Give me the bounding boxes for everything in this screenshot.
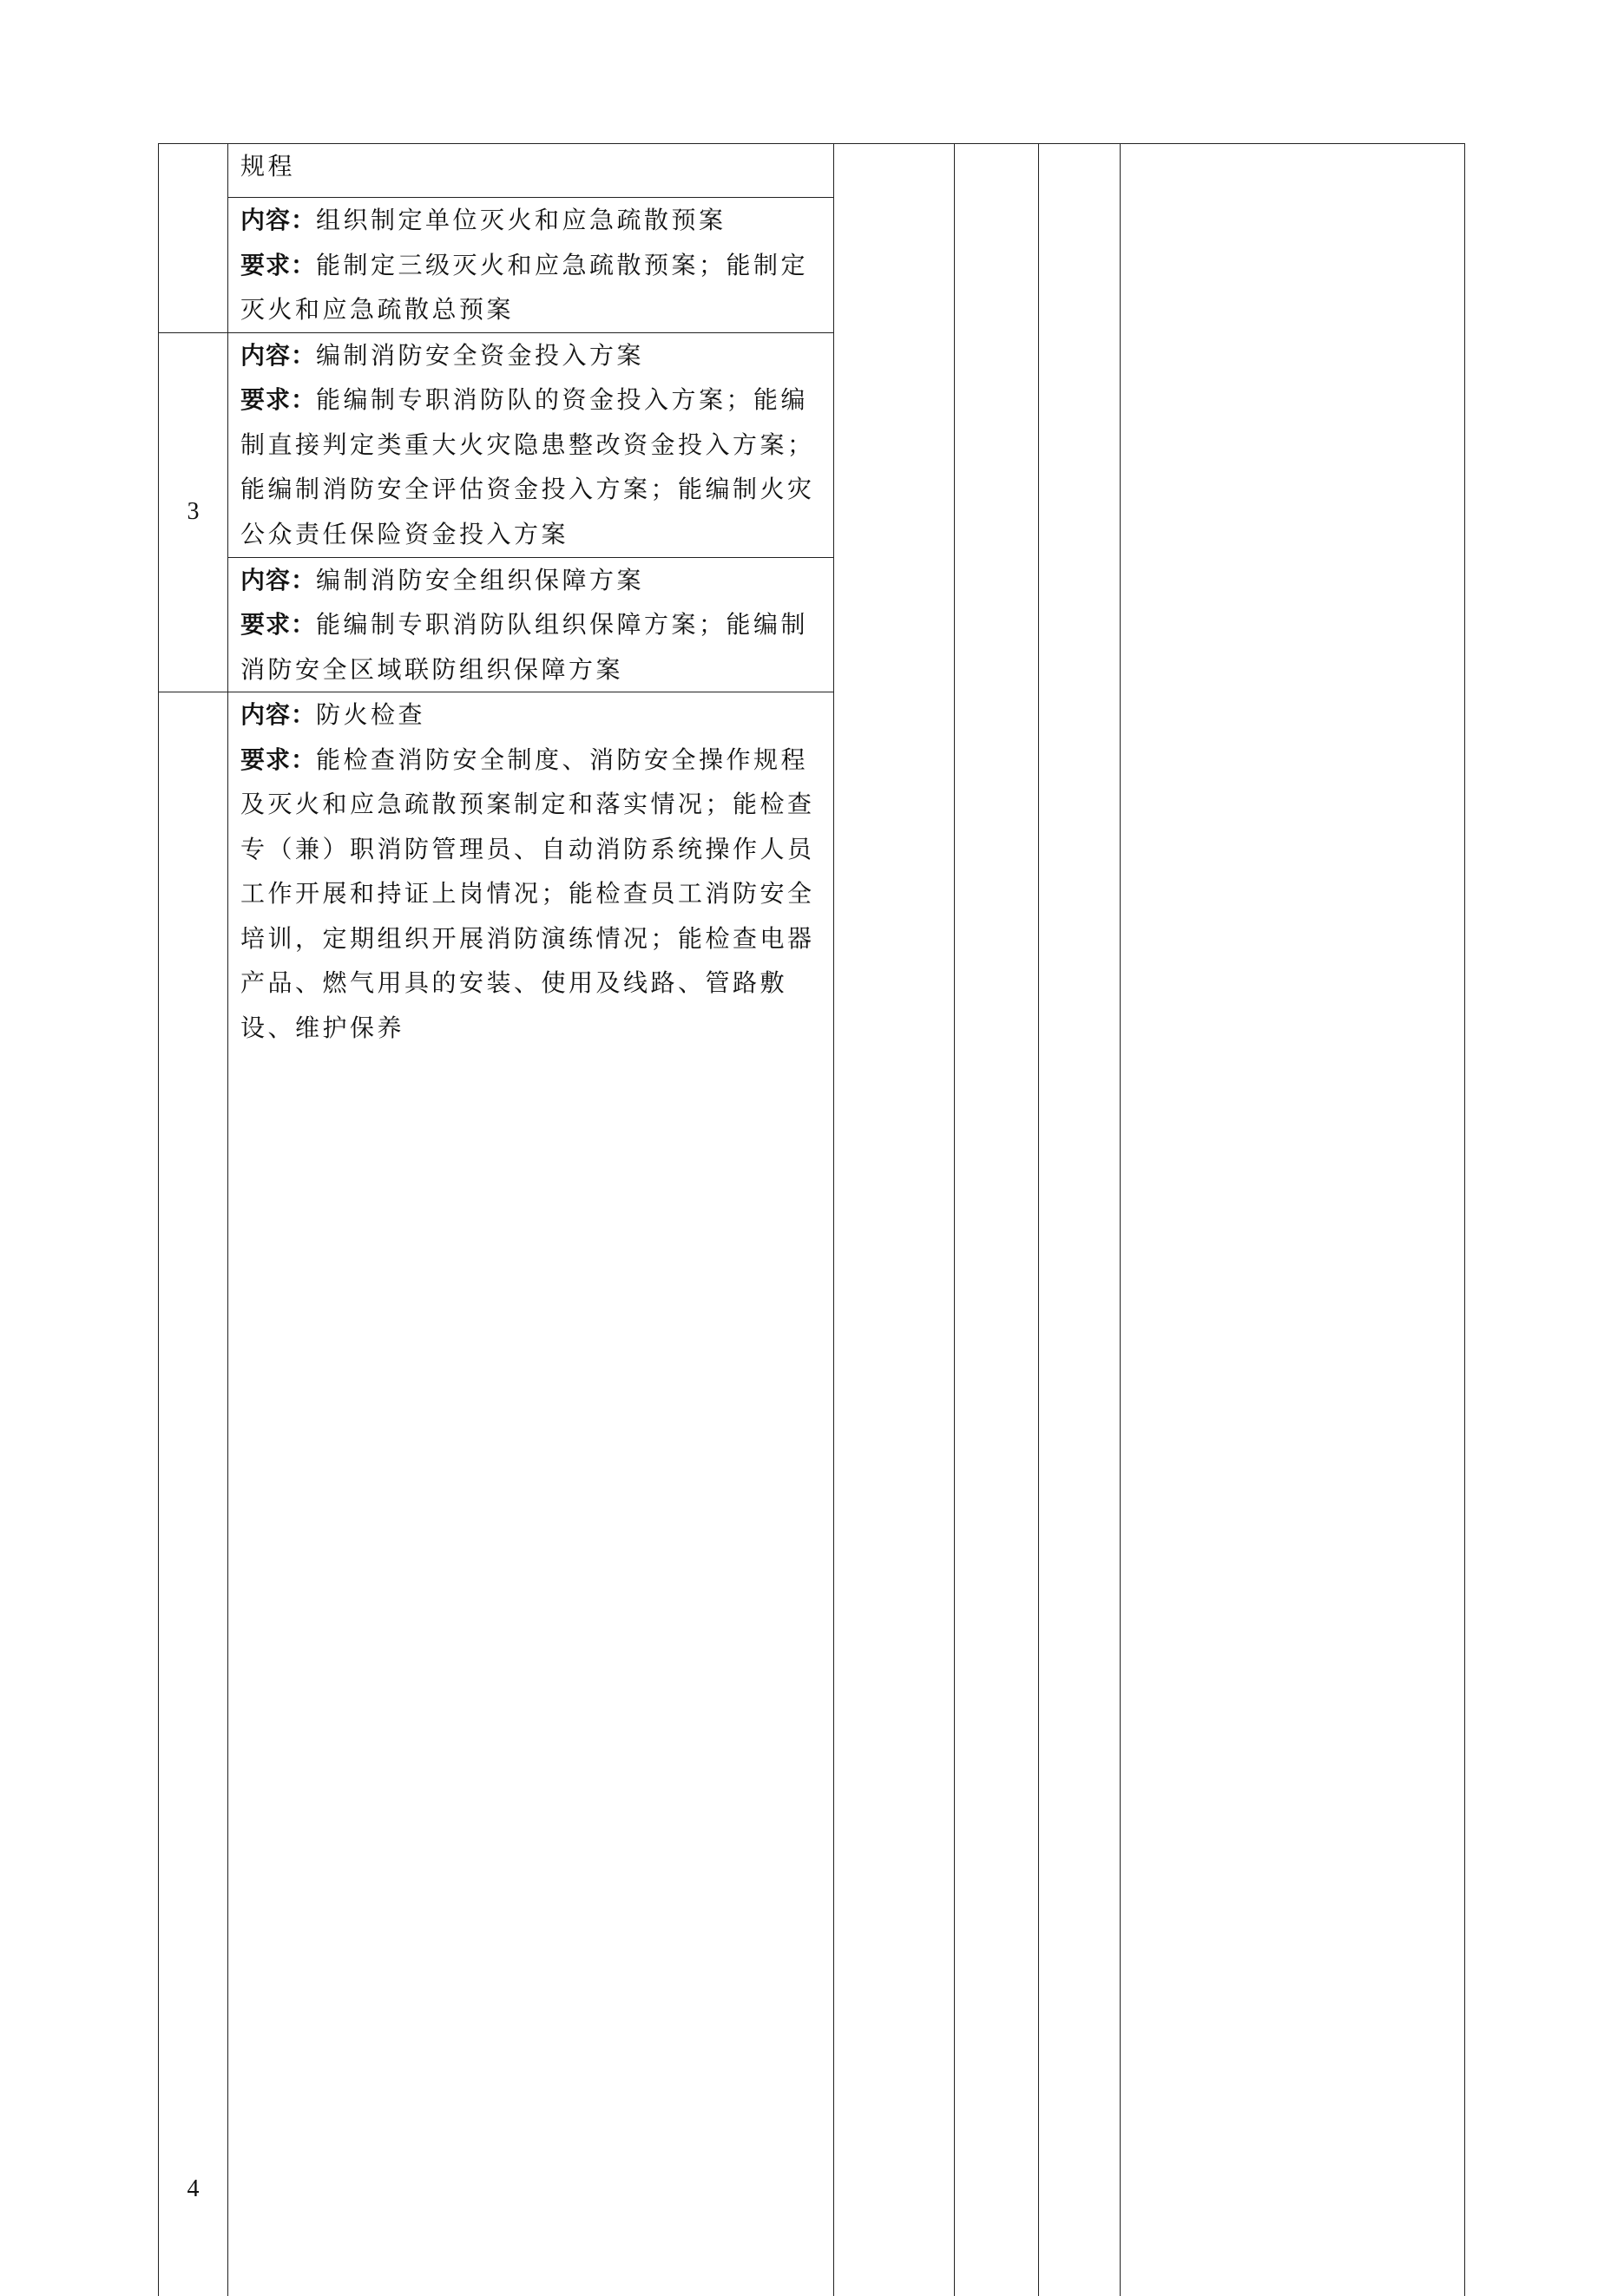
equipment-cell <box>834 144 955 2296</box>
content-cell <box>228 144 834 198</box>
row-number-cell <box>159 332 228 692</box>
content-text: 编制消防安全资金投入方案 <box>316 341 644 370</box>
requirement-text: 能制定三级灭火和应急疏散预案；能制定灭火和应急疏散总预案 <box>240 251 808 325</box>
method-cell <box>1121 144 1465 2296</box>
row-number-cell <box>159 144 228 333</box>
content-label: 内容： <box>240 700 316 729</box>
content-cell <box>228 557 834 692</box>
content-text: 编制消防安全组织保障方案 <box>316 566 644 594</box>
content-label: 内容： <box>240 566 316 594</box>
row-number: 4 <box>187 2175 200 2202</box>
content-cell <box>228 198 834 333</box>
content-cell <box>228 332 834 557</box>
content-text: 组织制定单位灭火和应急疏散预案 <box>316 206 727 234</box>
content-label: 内容： <box>240 206 316 234</box>
quantity-cell <box>1039 144 1121 2296</box>
table-row <box>159 144 1465 198</box>
requirement-label: 要求： <box>240 251 316 279</box>
requirement-label: 要求： <box>240 610 316 639</box>
row-number-cell <box>159 692 228 2296</box>
unit-cell <box>955 144 1039 2296</box>
requirement-text: 规程 <box>228 144 833 189</box>
row-number: 3 <box>187 498 200 525</box>
requirements-table <box>158 143 1465 2296</box>
requirement-text: 能编制专职消防队组织保障方案；能编制消防安全区域联防组织保障方案 <box>240 610 808 684</box>
content-cell <box>228 692 834 2296</box>
requirement-label: 要求： <box>240 745 316 774</box>
requirement-text: 能检查消防安全制度、消防安全操作规程及灭火和应急疏散预案制定和落实情况；能检查专（兼）职消防管理员、自动消防系统操作人员工作开展和持证上岗情况；能检查员工消防安全培训，定期组织开展消防演练情况；能检查电器产品、燃气用具的安装、使用及线路、管路敷设、维护保养 <box>240 745 815 1042</box>
requirement-text: 能编制专职消防队的资金投入方案；能编制直接判定类重大火灾隐患整改资金投入方案；能编制消防安全评估资金投入方案；能编制火灾公众责任保险资金投入方案 <box>240 385 815 548</box>
content-text: 防火检查 <box>316 700 425 729</box>
requirement-label: 要求： <box>240 385 316 414</box>
content-label: 内容： <box>240 341 316 370</box>
